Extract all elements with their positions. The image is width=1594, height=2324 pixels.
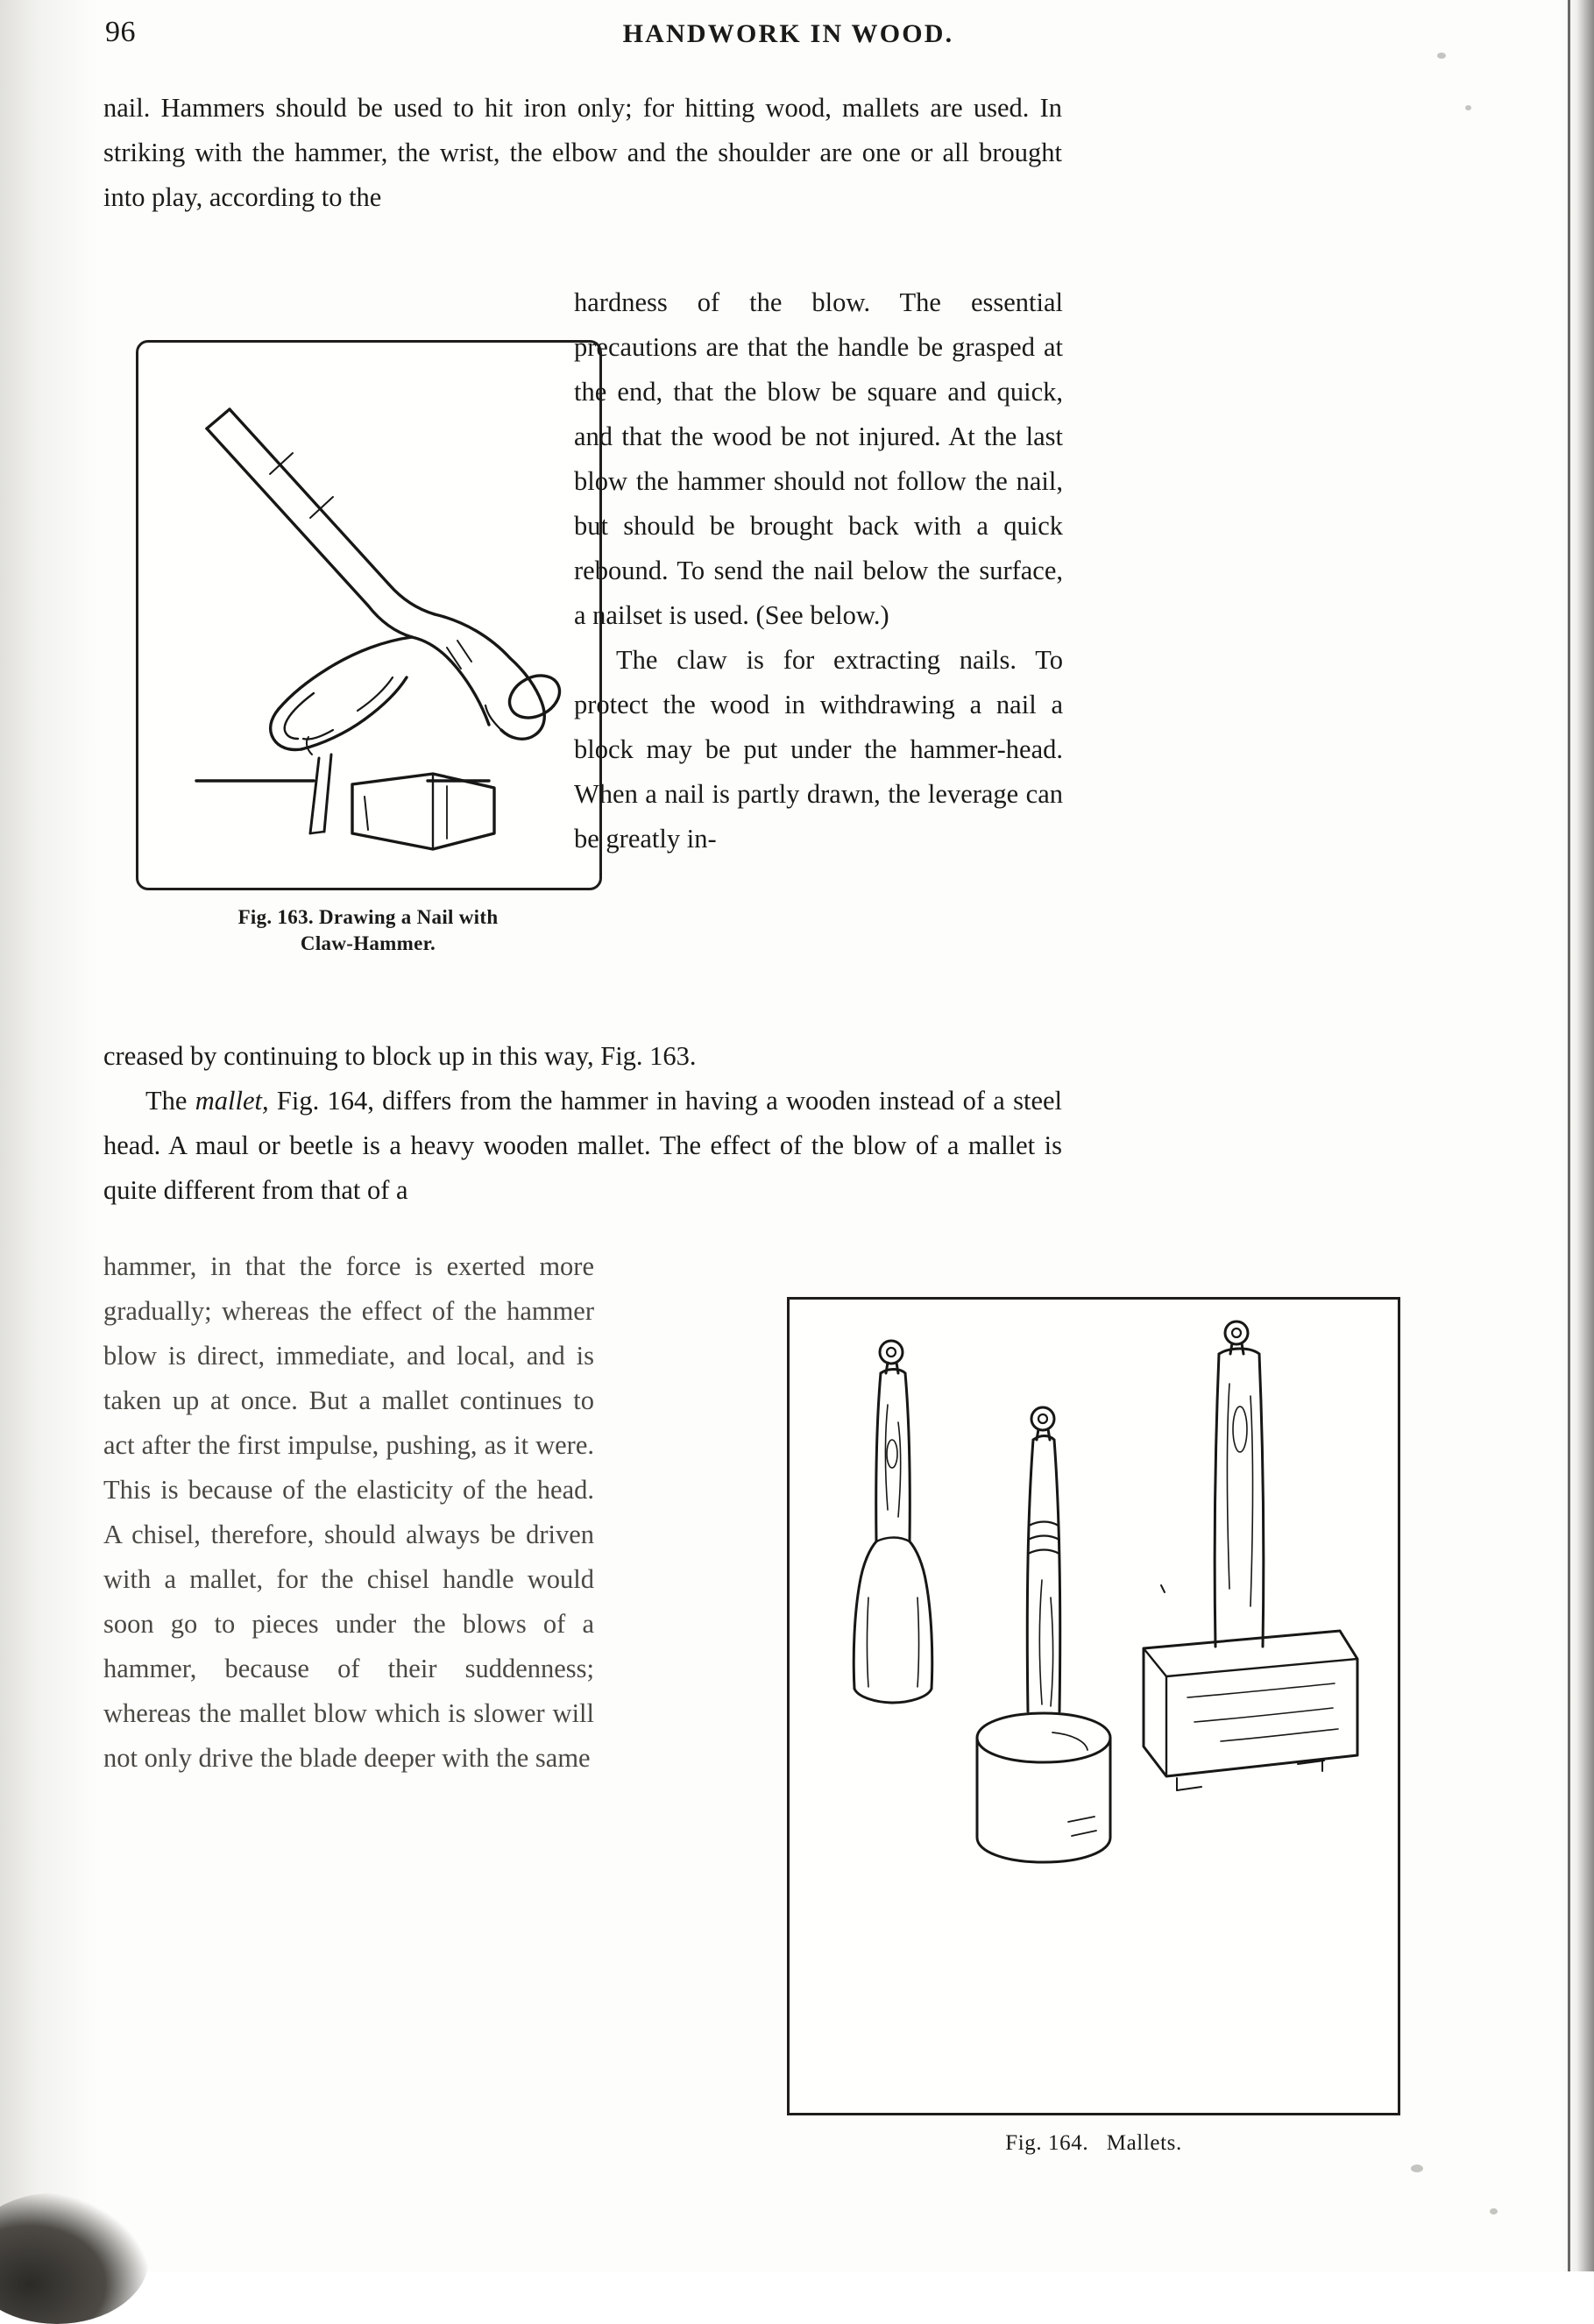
mallets-illustration [790,1300,1398,2113]
paragraph-text: The claw is for extracting nails. To protect the wood in withdrawing a nail a block may be put under the hammer-head. When a nail is partly drawn, the leverage can be greatly in- [574,645,1063,854]
figure-164-frame [787,1297,1400,2115]
mallet-rest: Fig. 164, differs from the hammer in having a wooden instead of a steel head. A maul or beetle is a heavy wooden mallet. The effect of the blow of a mallet is quite different from that of a [103,1086,1062,1205]
scan-edge-left [0,0,98,2271]
figure-164-number: Fig. 164. [1005,2131,1089,2155]
figure-163-title-line2: Claw-Hammer. [300,932,436,954]
figure-163-caption [136,904,600,957]
scan-binding-line [1568,0,1570,2271]
page-number: 96 [105,16,136,48]
paragraph-text: hardness of the blow. The essential precautions are that the handle be grasped at the end, that the blow be square and quick, and that the wood be not injured. At the last blow the hammer should not follow the nail, but should be brought back with a quick rebound. To send the nail below the surface, a nailset is used. (See below.) [574,287,1063,630]
paragraph-text: nail. Hammers should be used to hit iron only; for hitting wood, mallets are used. In striking with the hammer, the wrist, the elbow and the shoulder are one or all brought into play, according to the [103,93,1062,212]
mallet-lead: The [145,1086,195,1116]
paragraph-continuation: creased by continuing to block up in this way, Fig. 163. [103,1041,697,1071]
paragraph-right-column [574,280,1063,861]
paragraph-top [103,86,1062,220]
figure-163-number: Fig. 163. [237,906,314,928]
figure-164-caption [787,2131,1400,2156]
claw-hammer-illustration [138,343,599,888]
scan-speck [1490,2208,1498,2214]
scan-speck [1411,2165,1423,2172]
scan-speck [1465,105,1471,110]
page-header [105,16,1471,56]
scan-artifact-blob [0,2193,149,2324]
running-head: HANDWORK IN WOOD. [622,19,954,48]
paragraph-text: hammer, in that the force is exerted more gradually; whereas the effect of the hammer blow is direct, immediate, and local, and is taken up at once. But a mallet continues to act after the first impulse, pushing, as it were. This is because of the elasticity of the head. A chisel, therefore, should always be driven with a mallet, for the chisel handle would soon go to pieces under the blows of a hammer, because of their suddenness; whereas the mallet blow which is slower will not only drive the blade deeper with the same [103,1251,594,1773]
figure-163-title: Drawing a Nail with [319,906,499,928]
figure-164-title: Mallets. [1106,2131,1182,2155]
paragraph-mallet [103,1079,1062,1213]
paragraph-left-column [103,1244,594,1781]
mallet-term: mallet, [195,1086,269,1116]
figure-164 [787,1297,1400,2156]
figure-163 [136,340,600,957]
paragraph-middle [103,1034,1062,1213]
figure-163-frame [136,340,602,890]
